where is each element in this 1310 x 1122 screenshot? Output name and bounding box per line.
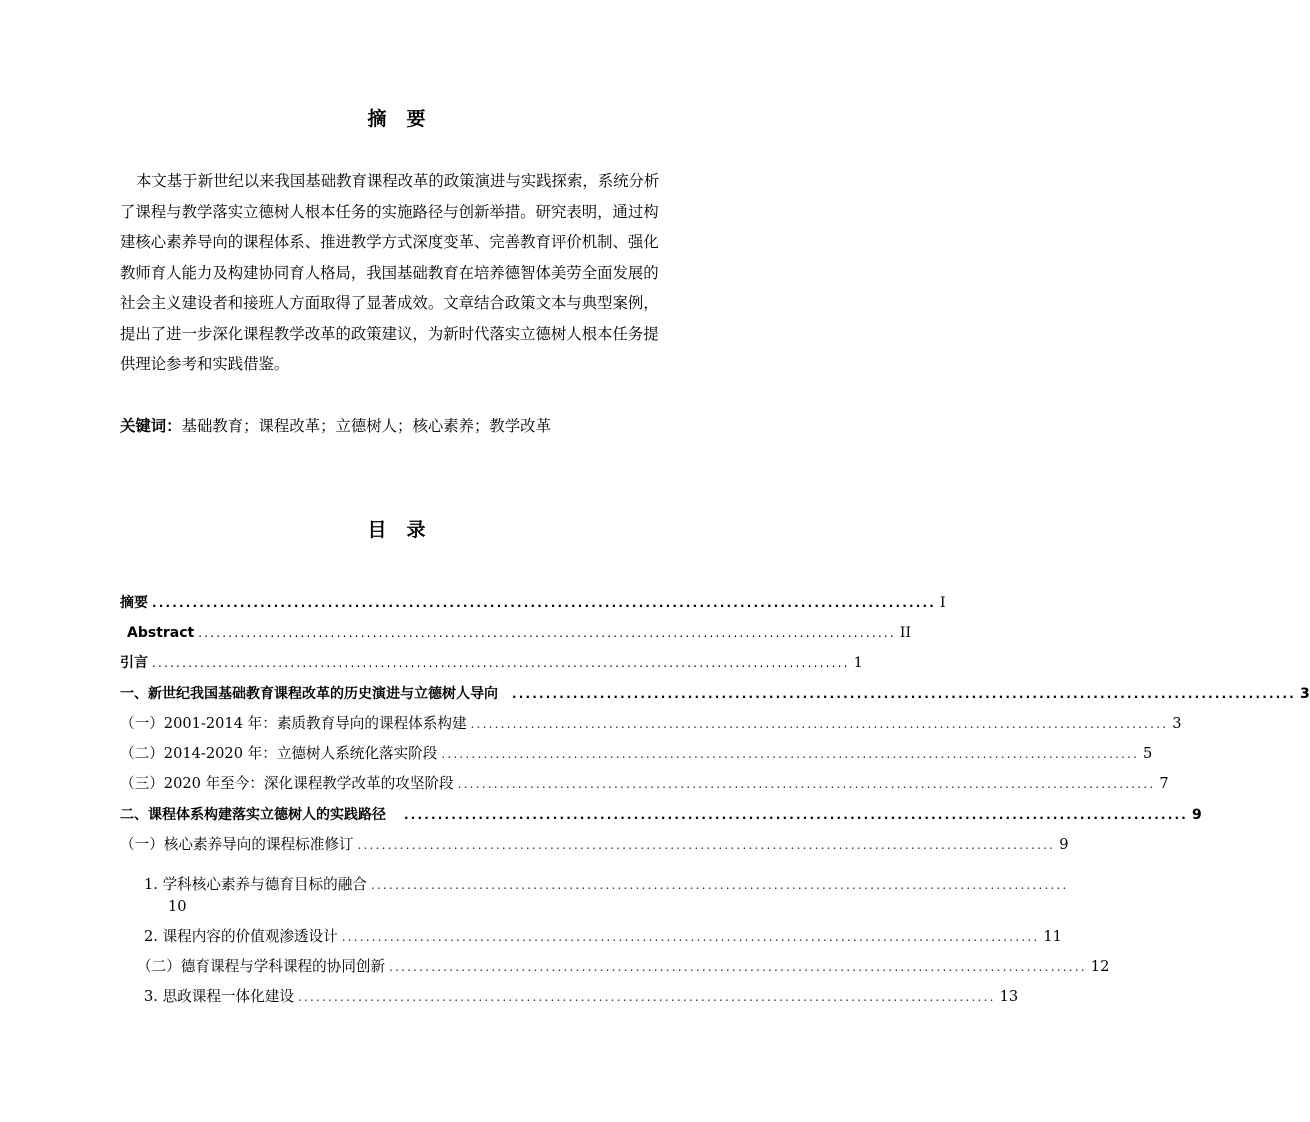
toc-entry-label: 2. 课程内容的价值观渗透设计 (144, 928, 338, 945)
abstract-line: 建核心素养导向的课程体系、推进教学方式深度变革、完善教育评价机制、强化 (120, 233, 659, 251)
toc-page-number: 10 (168, 898, 187, 915)
toc-leader-dots: .................................................................................................................... (370, 878, 1069, 892)
toc-leader-dots: .................................................................................................................... (152, 596, 936, 610)
toc-entry-chapter-1[interactable] (120, 683, 1310, 705)
toc-leader-dots: .................................................................................................................... (404, 808, 1188, 822)
toc-leader-dots: .................................................................................................................... (441, 747, 1140, 761)
toc-entry-label: 1. 学科核心素养与德育目标的融合 (144, 876, 367, 893)
toc-entry-label: 摘要 (120, 595, 148, 611)
toc-entry-introduction[interactable] (120, 652, 863, 674)
toc-page-number: 12 (1090, 958, 1110, 975)
toc-page-number: 3 (1172, 715, 1182, 732)
toc-entry-chapter-2[interactable] (120, 804, 1202, 826)
toc-entry-label: 一、新世纪我国基础教育课程改革的历史演进与立德树人导向 (120, 686, 498, 702)
toc-page-number: 13 (999, 988, 1019, 1005)
keywords (120, 414, 680, 438)
toc-entry-label: （三）2020 年至今：深化课程教学改革的攻坚阶段 (120, 775, 454, 792)
toc-entry-subsection-1[interactable] (144, 874, 1069, 918)
toc-leader-dots: .................................................................................................................... (357, 838, 1056, 852)
toc-page-number: 3 (1300, 686, 1310, 702)
toc-page-number: 1 (853, 655, 863, 671)
toc-entry-section-1-2[interactable] (120, 743, 1153, 765)
toc-leader-dots: .................................................................................................................... (389, 960, 1087, 974)
abstract-line: 供理论参考和实践借鉴。 (120, 355, 290, 373)
toc-page-number: 9 (1059, 836, 1069, 853)
toc-entry-abstract[interactable] (120, 592, 946, 614)
toc-entry-label: （一）核心素养导向的课程标准修订 (120, 836, 354, 853)
toc-entry-section-1-3[interactable] (120, 773, 1169, 795)
toc-entry-label: 二、课程体系构建落实立德树人的实践路径 (120, 807, 386, 823)
toc-page-number: 5 (1143, 745, 1153, 762)
toc-leader-dots: .................................................................................................................... (341, 930, 1040, 944)
toc-entry-label: 3. 思政课程一体化建设 (144, 988, 294, 1005)
abstract-body (120, 166, 672, 380)
abstract-title: 摘 要 (367, 108, 426, 130)
toc-entry-label: （二）德育课程与学科课程的协同创新 (137, 958, 386, 975)
keywords-label: 关键词： (120, 417, 182, 435)
toc-entry-label: Abstract (127, 625, 195, 641)
toc-entry-section-1-1[interactable] (120, 713, 1182, 735)
abstract-line: 教师育人能力及构建协同育人格局，我国基础教育在培养德智体美劳全面发展的 (120, 263, 659, 282)
toc-entry-subsection-3[interactable] (144, 986, 1019, 1008)
toc-entry-section-2-1[interactable] (120, 834, 1069, 856)
toc-entry-label: 引言 (120, 655, 148, 671)
toc-title: 目 录 (367, 519, 426, 541)
toc-entry-label: （一）2001-2014 年：素质教育导向的课程体系构建 (120, 715, 467, 732)
toc-page-number: 7 (1159, 775, 1169, 792)
toc-entry-english-abstract[interactable] (127, 622, 911, 644)
abstract-line: 本文基于新世纪以来我国基础教育课程改革的政策演进与实践探索，系统分析 (136, 172, 660, 190)
toc-leader-dots: .................................................................................................................... (297, 990, 996, 1004)
toc-entry-label: （二）2014-2020 年：立德树人系统化落实阶段 (120, 745, 438, 762)
toc-leader-dots: .................................................................................................................... (512, 687, 1296, 701)
toc-leader-dots: .................................................................................................................... (457, 777, 1156, 791)
toc-leader-dots: .................................................................................................................... (470, 717, 1169, 731)
toc-leader-dots: .................................................................................................................... (152, 656, 850, 670)
toc-page-number: 9 (1192, 807, 1202, 823)
abstract-line: 社会主义建设者和接班人方面取得了显著成效。文章结合政策文本与典型案例， (120, 294, 659, 312)
toc-page-number: 11 (1043, 928, 1062, 945)
toc-page-number: II (899, 625, 911, 641)
toc-entry-section-2-2[interactable] (137, 956, 1110, 978)
keywords-text: 基础教育；课程改革；立德树人；核心素养；教学改革 (181, 417, 551, 435)
abstract-line: 提出了进一步深化课程教学改革的政策建议，为新时代落实立德树人根本任务提 (120, 324, 659, 343)
abstract-line: 了课程与教学落实立德树人根本任务的实施路径与创新举措。研究表明，通过构 (120, 202, 659, 221)
toc-entry-subsection-2[interactable] (144, 926, 1062, 948)
toc-page-number: I (940, 595, 946, 611)
toc-leader-dots: .................................................................................................................... (198, 626, 896, 640)
